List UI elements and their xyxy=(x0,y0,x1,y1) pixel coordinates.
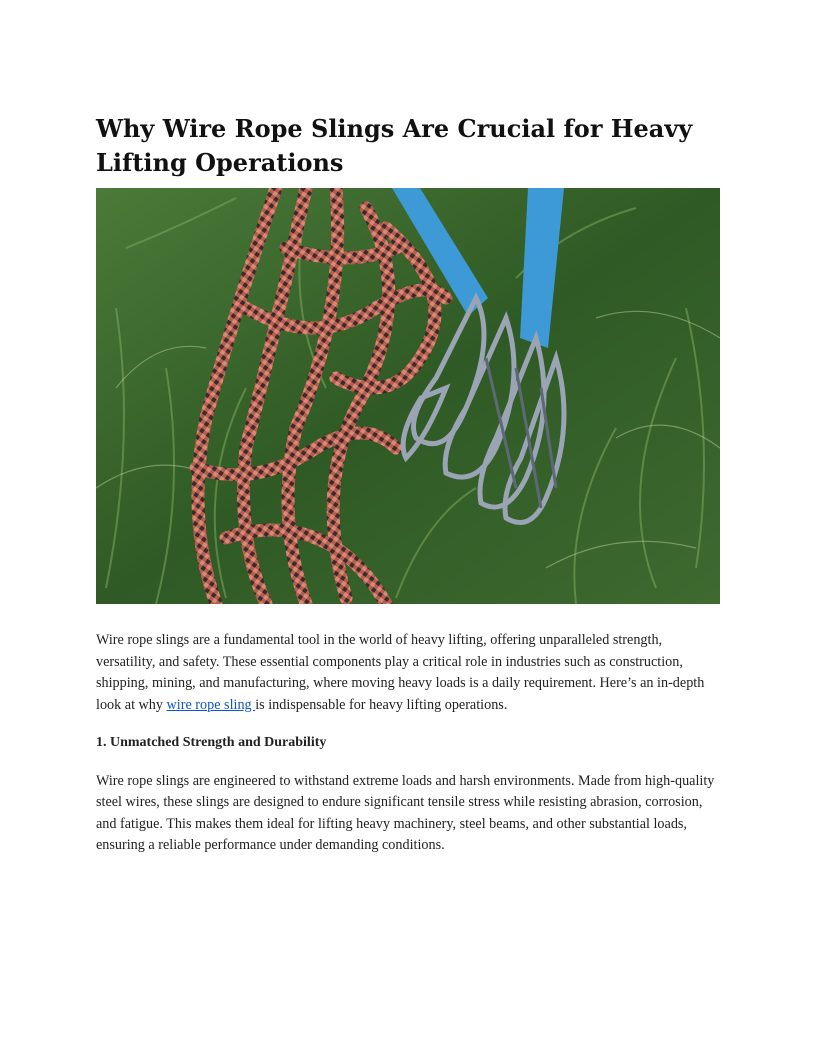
document-page xyxy=(96,112,722,857)
rope-and-carabiners-photo xyxy=(96,188,720,604)
intro-text-before-link: Wire rope slings are a fundamental tool in the world of heavy lifting, offering unparalleled strength, versatility, and safety. These essential components play a critical role in industries such as construction, shipping, mining, and manufacturing, where moving heavy loads is a daily requirement. Here’s an in-depth look at why xyxy=(96,632,705,713)
section-body: Wire rope slings are engineered to withstand extreme loads and harsh environments. Made from high-quality steel wires, these slings are designed to endure significant tensile stress while resisting abrasion, corrosion, and fatigue. This makes them ideal for lifting heavy machinery, steel beams, and other substantial loads, ensuring a reliable performance under demanding conditions. xyxy=(96,772,715,853)
intro-paragraph xyxy=(96,630,722,716)
section-heading: 1. Unmatched Strength and Durability xyxy=(96,735,327,750)
intro-text-after-link: is indispensable for heavy lifting operations. xyxy=(255,696,508,713)
wire-rope-sling-link[interactable]: wire rope sling xyxy=(166,696,256,713)
article-title: Why Wire Rope Slings Are Crucial for Heavy Lifting Operations xyxy=(96,114,693,177)
